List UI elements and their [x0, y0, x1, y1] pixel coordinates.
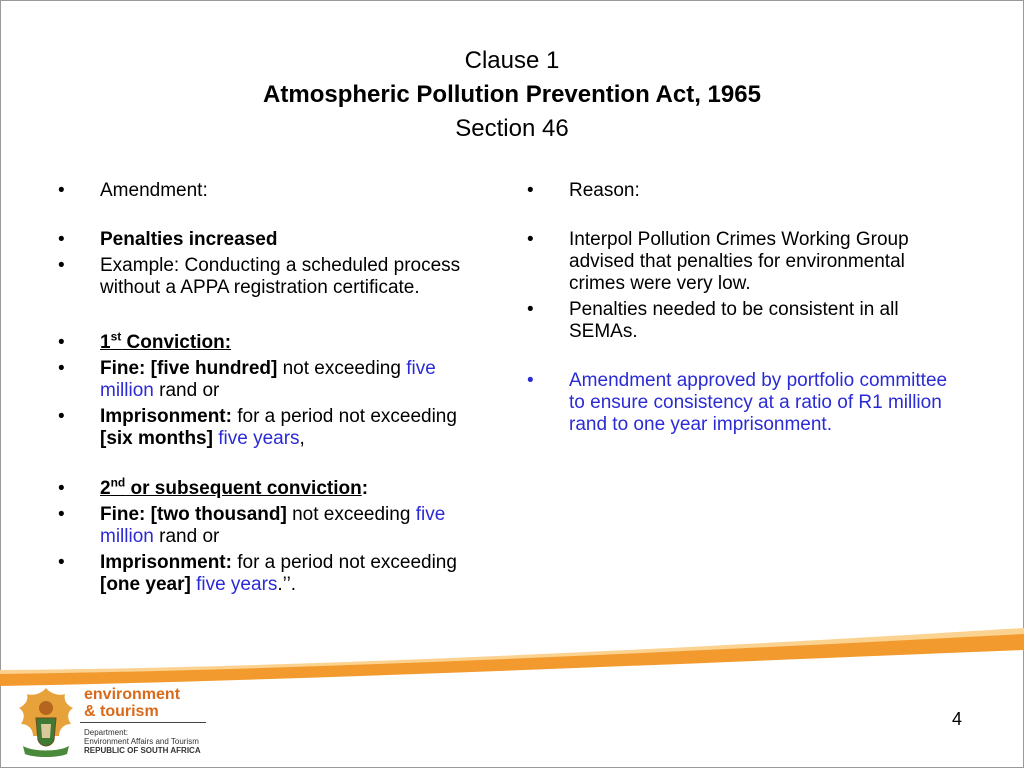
- dept-country: REPUBLIC OF SOUTH AFRICA: [84, 746, 201, 755]
- bullet: •: [527, 370, 534, 391]
- slide-title: [0, 44, 1024, 146]
- fine-tail: rand or: [153, 380, 220, 401]
- conviction-label: Conviction:: [121, 332, 232, 353]
- imprisonment-label: Imprisonment:: [100, 552, 232, 573]
- bullet: •: [58, 332, 65, 353]
- imprisonment-old-term: [six months]: [100, 428, 213, 449]
- imprisonment-text: for a period not exceeding: [231, 552, 457, 573]
- logo-divider: [80, 722, 206, 723]
- list-item-interpol: [527, 229, 957, 295]
- list-item-imprisonment1: [58, 406, 478, 450]
- bullet: •: [58, 552, 65, 573]
- orange-swoosh: [0, 620, 1024, 690]
- title-clause: Clause 1: [464, 47, 560, 74]
- amendment-label: Amendment:: [100, 180, 208, 201]
- imprisonment-tail: .’’.: [277, 574, 297, 595]
- dept-name: Environment Affairs and Tourism: [84, 737, 199, 746]
- ordinal-number: 2: [100, 478, 111, 499]
- second-conviction-underlined: [100, 475, 362, 499]
- list-item-approved: [527, 370, 957, 436]
- imprisonment-old-term: [one year]: [100, 574, 191, 595]
- imprisonment-text: for a period not exceeding: [231, 406, 457, 427]
- fine-amount: five million: [100, 358, 436, 401]
- bullet: •: [58, 478, 65, 499]
- department-logo: [84, 686, 201, 755]
- fine-text: not exceeding: [277, 358, 407, 379]
- list-item-amendment: [58, 180, 478, 202]
- fine-tail: rand or: [153, 526, 220, 547]
- list-item-first-conviction: [58, 329, 478, 354]
- list-item-imprisonment2: [58, 552, 478, 596]
- second-conviction-heading: [100, 475, 369, 499]
- consistency-text: Penalties needed to be consistent in all SEMAs.: [569, 299, 899, 342]
- title-act: Atmospheric Pollution Prevention Act, 1965: [263, 81, 761, 108]
- title-section: Section 46: [455, 115, 569, 142]
- fine-amount: five million: [100, 504, 446, 547]
- bullet: •: [58, 504, 65, 525]
- list-item-second-conviction: [58, 475, 478, 500]
- left-column: [58, 180, 478, 600]
- imprisonment-label: Imprisonment:: [100, 406, 232, 427]
- list-item-fine1: [58, 358, 478, 402]
- right-column: [527, 180, 957, 440]
- list-item-reason: [527, 180, 957, 202]
- example-text: Example: Conducting a scheduled process without a APPA registration certificate.: [100, 255, 461, 298]
- fine-label: Fine: [two thousand]: [100, 504, 287, 525]
- imprisonment-new-term: five years: [190, 574, 278, 595]
- bullet: •: [527, 180, 534, 201]
- dept-label: Department:: [84, 728, 129, 737]
- approved-text: Amendment approved by portfolio committee to ensure consistency at a ratio of R1 million rand to one year imprisonment.: [569, 370, 948, 435]
- bullet: •: [527, 229, 534, 250]
- fine-text: not exceeding: [286, 504, 416, 525]
- ordinal-suffix: nd: [110, 475, 126, 490]
- list-item-fine2: [58, 504, 478, 548]
- bullet: •: [58, 229, 65, 250]
- conviction-label: or subsequent conviction: [125, 478, 362, 499]
- imprisonment-tail: ,: [299, 428, 305, 449]
- bullet: •: [58, 406, 65, 427]
- bullet: •: [58, 255, 65, 276]
- list-item-penalties: [58, 229, 478, 251]
- reason-label: Reason:: [569, 180, 640, 201]
- page-number: 4: [952, 709, 963, 729]
- coat-of-arms-icon: [15, 684, 77, 760]
- first-conviction-heading: [100, 329, 232, 353]
- bullet: •: [527, 299, 534, 320]
- bullet: •: [58, 180, 65, 201]
- logo-line-environment: environment: [84, 686, 181, 703]
- penalties-increased: Penalties increased: [100, 229, 278, 250]
- fine-label: Fine: [five hundred]: [100, 358, 278, 379]
- interpol-text: Interpol Pollution Crimes Working Group advised that penalties for environmental crimes were very low.: [569, 229, 909, 294]
- ordinal-suffix: st: [110, 329, 122, 344]
- logo-line-tourism: & tourism: [84, 703, 159, 720]
- colon: :: [361, 478, 369, 499]
- list-item-example: [58, 255, 478, 299]
- list-item-consistency: [527, 299, 957, 343]
- imprisonment-new-term: five years: [212, 428, 300, 449]
- ordinal-number: 1: [100, 332, 111, 353]
- bullet: •: [58, 358, 65, 379]
